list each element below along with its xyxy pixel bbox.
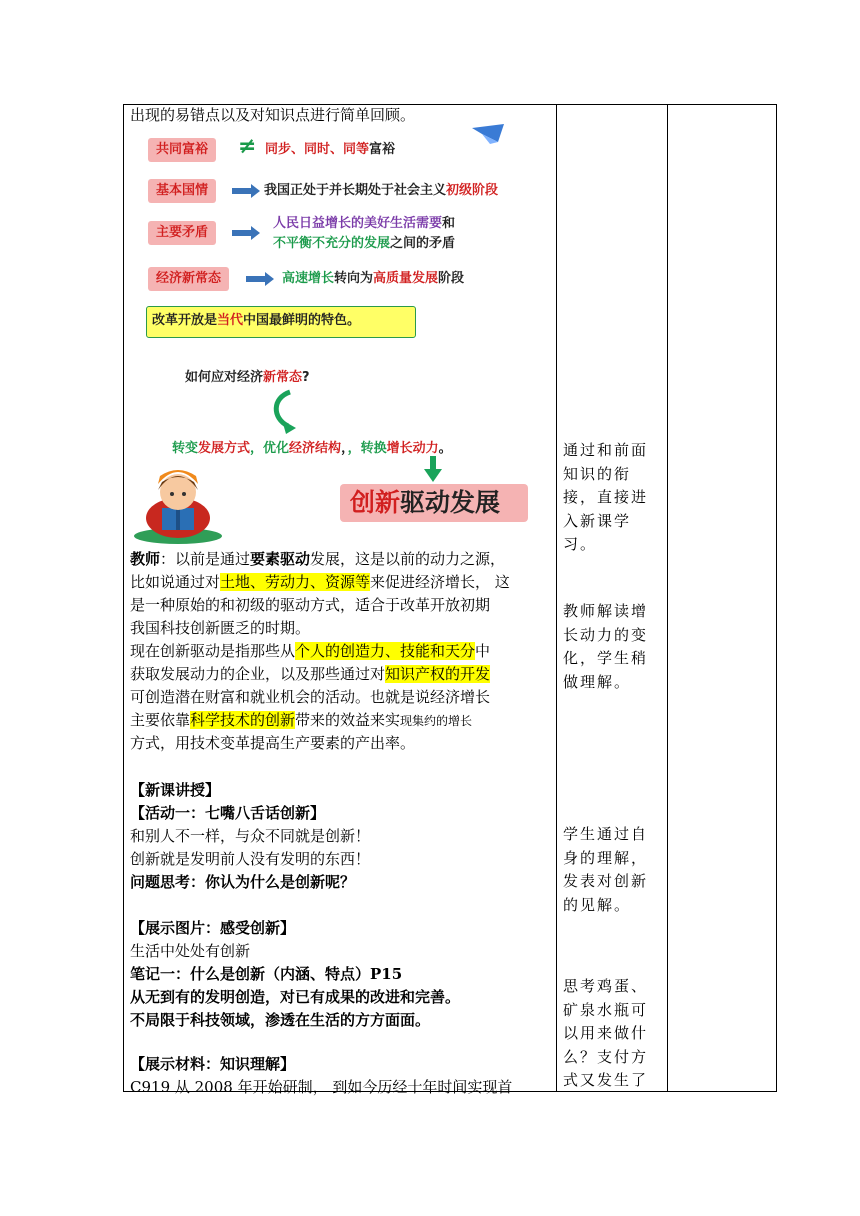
table-border-right [776, 104, 777, 1091]
label-common-prosperity: 共同富裕 [148, 138, 216, 162]
intro-line: 出现的易错点以及对知识点进行简单回顾。 [130, 106, 416, 124]
teacher-paragraph-line: 我国科技创新匮乏的时期。 [130, 619, 311, 637]
arrow-right-icon [246, 276, 266, 282]
label-economic-new-normal: 经济新常态 [148, 267, 229, 291]
curved-arrow-icon [268, 388, 300, 434]
section-line: 问题思考：你认为什么是创新呢？ [130, 873, 356, 891]
table-divider-1 [556, 104, 557, 1091]
arrow-right-icon [232, 230, 252, 236]
section-heading: 【新课讲授】 [130, 781, 221, 799]
row4-text: 高速增长转向为高质量发展阶段 [282, 271, 465, 286]
section-line: 笔记一：什么是创新（内涵、特点）P15 [130, 965, 403, 983]
section-heading: 【展示图片：感受创新】 [130, 919, 296, 937]
innovation-paragraph-line: 方式，用技术变革提高生产要素的产出率。 [130, 734, 416, 752]
answer-text: 转变发展方式，优化经济结构，，转换增长动力。 [172, 441, 452, 456]
section-heading: 【活动一：七嘴八舌话创新】 [130, 804, 326, 822]
table-border-left [123, 104, 124, 1091]
section-line: 生活中处处有创新 [130, 942, 251, 960]
reading-child-illustration [132, 462, 224, 544]
label-main-contradiction: 主要矛盾 [148, 221, 216, 245]
section-line: 和别人不一样，与众不同就是创新！ [130, 827, 371, 845]
question-text: 如何应对经济新常态? [185, 370, 310, 385]
side-note: 学生通过自身的理解，发表对创新的见解。 [563, 825, 649, 914]
side-note: 通过和前面知识的衔接，直接进入新课学习。 [563, 441, 649, 553]
side-note: 思考鸡蛋、矿泉水瓶可以用来做什么？支付方式又发生了 [563, 977, 649, 1089]
side-note: 教师解读增长动力的变化，学生稍做理解。 [563, 602, 649, 691]
ribbon-icon [472, 124, 504, 144]
arrow-right-icon [232, 188, 252, 194]
badge-text: 创新驱动发展 [350, 488, 501, 517]
section-line: 创新就是发明前人没有发明的东西！ [130, 850, 371, 868]
teacher-paragraph-line: 是一种原始的和初级的驱动方式，适合于改革开放初期 [130, 596, 491, 614]
innovation-paragraph-line: 可创造潜在财富和就业机会的活动。也就是说经济增长 [130, 688, 491, 706]
reform-text: 改革开放是当代中国最鲜明的特色。 [152, 313, 361, 328]
row3-line1: 人民日益增长的美好生活需要和 [273, 216, 456, 231]
teacher-paragraph-line: 比如说通过对土地、劳动力、资源等来促进经济增长， 这 [130, 573, 510, 591]
section-line: 从无到有的发明创造，对已有成果的改进和完善。 [130, 988, 461, 1006]
down-arrow-icon [424, 456, 442, 482]
section-line: 不局限于科技领域，渗透在生活的方方面面。 [130, 1011, 431, 1029]
teacher-paragraph-line: 教师：以前是通过要素驱动发展，这是以前的动力之源， [130, 550, 506, 568]
row3-line2: 不平衡不充分的发展之间的矛盾 [273, 236, 456, 251]
innovation-paragraph-line: 获取发展动力的企业，以及那些通过对知识产权的开发 [130, 665, 491, 683]
innovation-paragraph-line: 主要依靠科学技术的创新带来的效益来实现集约的增长 [130, 711, 473, 729]
row1-text: 同步、同时、同等富裕 [265, 142, 396, 157]
innovation-paragraph-line: 现在创新驱动是指那些从个人的创造力、技能和天分中 [130, 642, 491, 660]
table-divider-2 [667, 104, 668, 1091]
section-heading: 【展示材料：知识理解】 [130, 1055, 296, 1073]
section-line: C919 从 2008 年开始研制， 到如今历经十年时间实现首 [130, 1078, 513, 1096]
label-basic-condition: 基本国情 [148, 179, 216, 203]
not-equal-icon: ≠ [238, 134, 257, 159]
row2-text: 我国正处于并长期处于社会主义初级阶段 [264, 183, 499, 198]
